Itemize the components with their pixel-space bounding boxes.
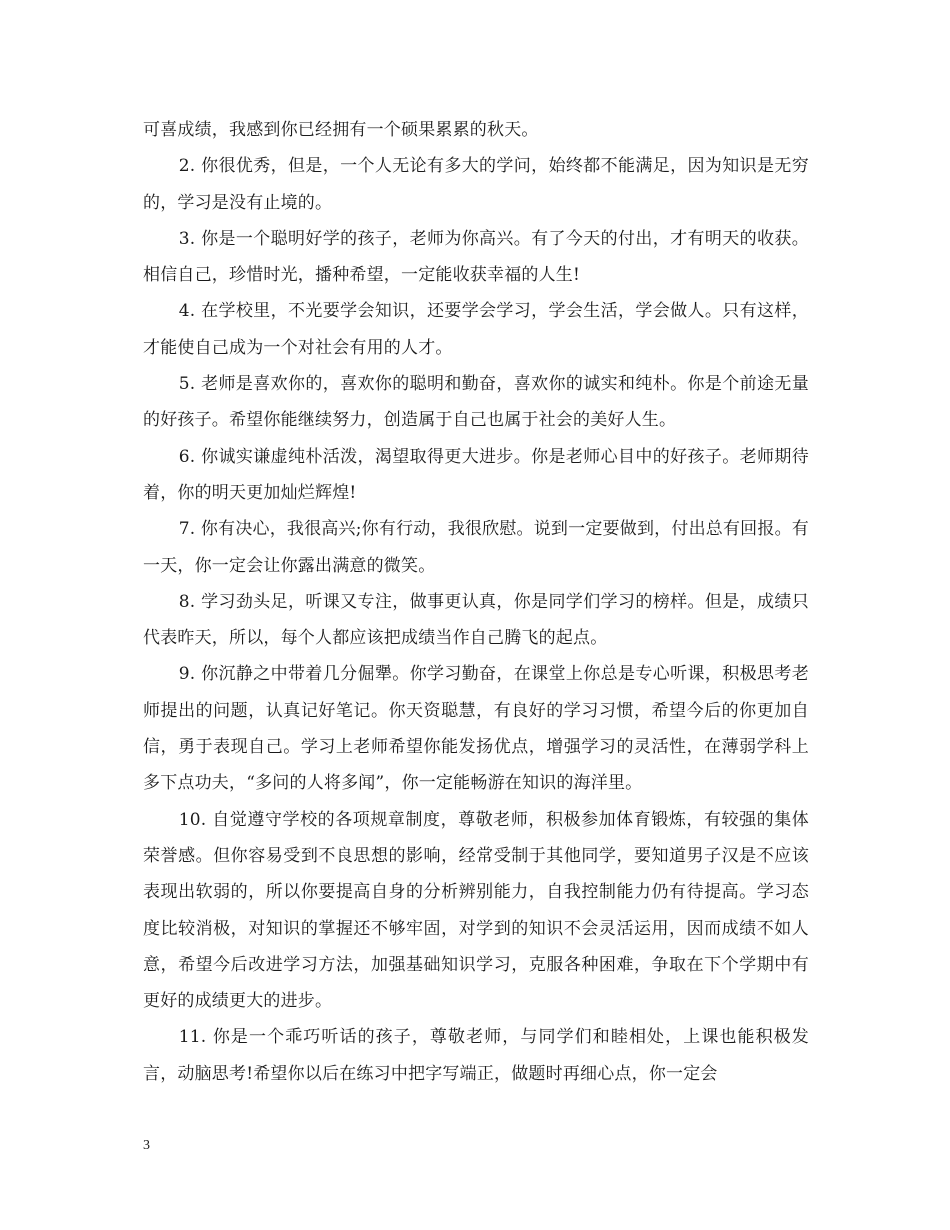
comment-paragraph-2: 2. 你很优秀，但是，一个人无论有多大的学问，始终都不能满足，因为知识是无穷的，学习是没有止境的。 xyxy=(143,156,809,213)
document-body xyxy=(143,112,809,1092)
comment-paragraph-6: 6. 你诚实谦虚纯朴活泼，渴望取得更大进步。你是老师心目中的好孩子。老师期待着，你的明天更加灿烂辉煌! xyxy=(143,446,809,503)
comment-paragraph-4: 4. 在学校里，不光要学会知识，还要学会学习，学会生活，学会做人。只有这样，才能使自己成为一个对社会有用的人才。 xyxy=(143,301,809,358)
comment-paragraph-7: 7. 你有决心，我很高兴;你有行动，我很欣慰。说到一定要做到，付出总有回报。有一天，你一定会让你露出满意的微笑。 xyxy=(143,519,809,576)
comment-paragraph-10: 10. 自觉遵守学校的各项规章制度，尊敬老师，积极参加体育锻炼，有较强的集体荣誉感。但你容易受到不良思想的影响，经常受制于其他同学，要知道男子汉是不应该表现出软弱的，所以你要提高自身的分析辨别能力，自我控制能力仍有待提高。学习态度比较消极，对知识的掌握还不够牢固，对学到的知识不会灵活运用，因而成绩不如人意，希望今后改进学习方法，加强基础知识学习，克服各种困难，争取在下个学期中有更好的成绩更大的进步。 xyxy=(143,809,809,1012)
comment-paragraph-9: 9. 你沉静之中带着几分倔犟。你学习勤奋，在课堂上你总是专心听课，积极思考老师提出的问题，认真记好笔记。你天资聪慧，有良好的学习习惯，希望今后的你更加自信，勇于表现自己。学习上老师希望你能发扬优点，增强学习的灵活性，在薄弱学科上多下点功夫，“多问的人将多闻”，你一定能畅游在知识的海洋里。 xyxy=(143,664,809,794)
comment-paragraph-5: 5. 老师是喜欢你的，喜欢你的聪明和勤奋，喜欢你的诚实和纯朴。你是个前途无量的好孩子。希望你能继续努力，创造属于自己也属于社会的美好人生。 xyxy=(143,374,809,431)
comment-paragraph-8: 8. 学习劲头足，听课又专注，做事更认真，你是同学们学习的榜样。但是，成绩只代表昨天，所以，每个人都应该把成绩当作自己腾飞的起点。 xyxy=(143,591,809,649)
comment-paragraph-11: 11. 你是一个乖巧听话的孩子，尊敬老师，与同学们和睦相处，上课也能积极发言，动脑思考!希望你以后在练习中把字写端正，做题时再细心点，你一定会 xyxy=(143,1027,809,1084)
comment-paragraph-3: 3. 你是一个聪明好学的孩子，老师为你高兴。有了今天的付出，才有明天的收获。相信自己，珍惜时光，播种希望，一定能收获幸福的人生! xyxy=(143,228,809,286)
page-number: 3 xyxy=(143,1138,150,1153)
paragraph-continuation: 可喜成绩，我感到你已经拥有一个硕果累累的秋天。 xyxy=(143,120,539,140)
